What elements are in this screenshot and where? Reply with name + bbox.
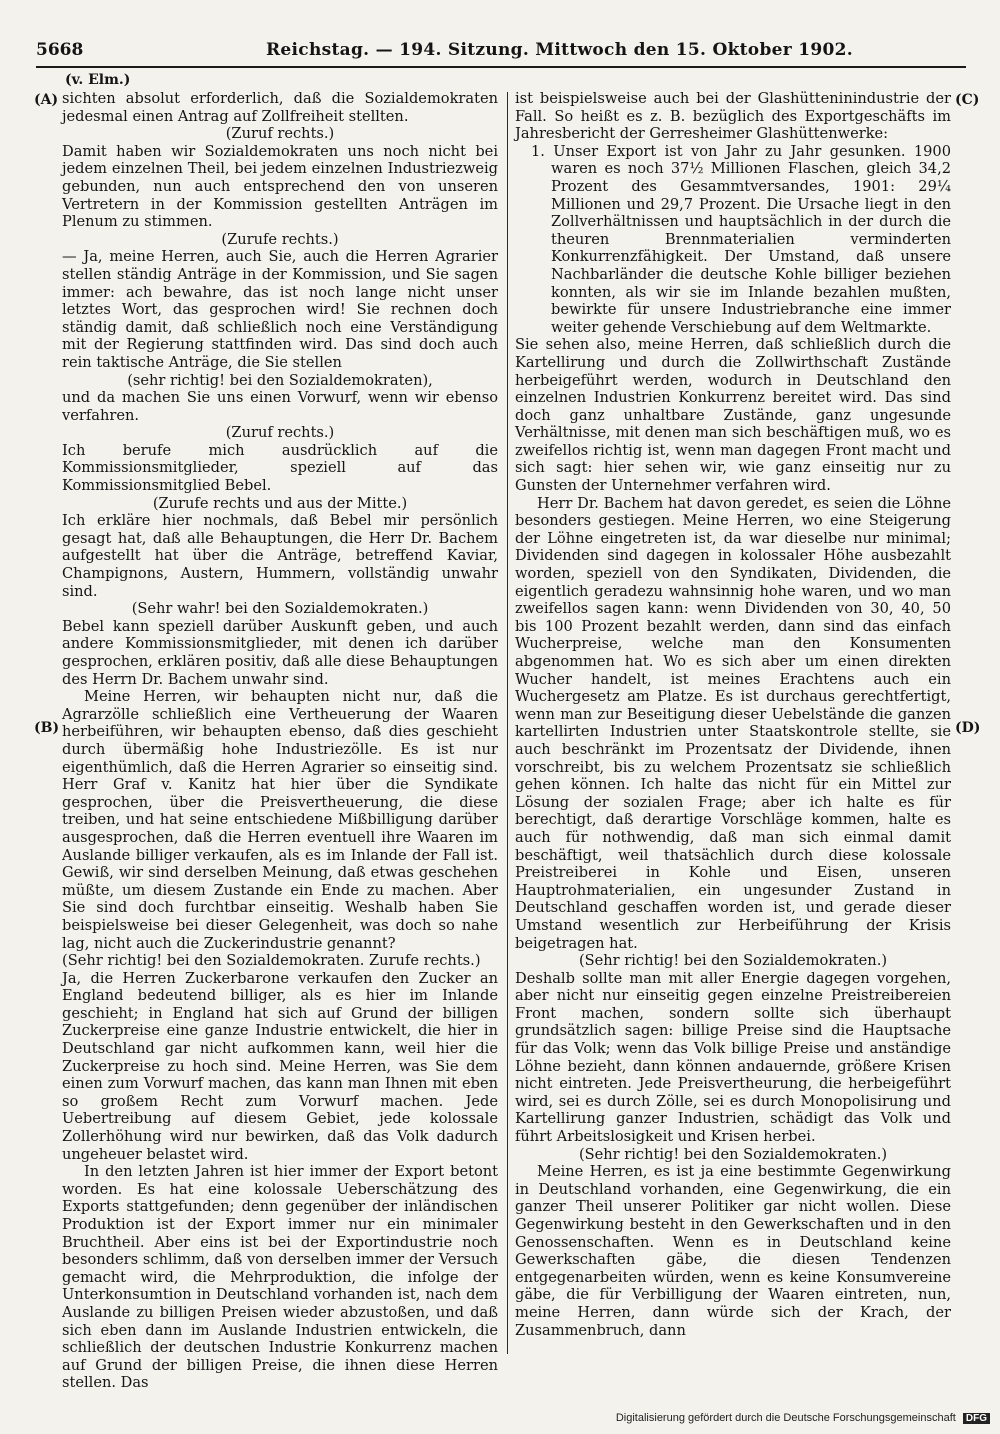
paragraph: Meine Herren, es ist ja eine bestimmte Gegenwirkung in Deutschland vorhanden, eine Gegenwirkung, die ein ganzer Theil unserer Politiker gar nicht wollen. Diese Gegenwirkung besteht in den Gewerkschaften und in den Genossenschaften. Wenn es in Deutschland keine Gewerkschaften gäbe, die diesen Tendenzen entgegenarbeiten würden, wenn es keine Konsumvereine gäbe, die für Verbilligung der Waaren eintreten, nun, meine Herren, dann würde sich der Krach, der Zusammenbruch, dann (515, 1163, 951, 1339)
margin-mark-b: (B) (34, 720, 60, 736)
paragraph: Herr Dr. Bachem hat davon geredet, es seien die Löhne besonders gestiegen. Meine Herren, wo eine Steigerung der Löhne eingetreten ist, da war dieselbe nur minimal; Dividenden sind dagegen in kolossaler Höhe ausbezahlt worden, speziell von den Syndikaten, Dividenden, die eigentlich geradezu wahnsinnig hohe waren, und wo man zweifellos sagen kann: wenn Dividenden von 30, 40, 50 bis 100 Prozent bezahlt werden, dann sind das einfach Wucherpreise, welche man den Konsumenten abgenommen hat. Wo es sich aber um einen direkten Wucher handelt, ist meines Erachtens auch ein Wuchergesetz am Platze. Es ist durchaus gerechtfertigt, wenn man zur Beseitigung dieser Uebelstände die ganzen kartellirten Industrien unter Staatskontrole stellte, sie auch beschränkt im Prozentsatz der Dividende, ihnen vorschreibt, bis zu welchem Prozentsatz sie schließlich gehen können. Ich halte das nicht für ein Mittel zur Lösung der sozialen Frage; aber ich halte es für berechtigt, daß derartige Vorschläge kommen, halte es auch für nothwendig, daß man sich einmal damit beschäftigt, weil thatsächlich durch diese kolossale Preistreiberei in Kohle und Eisen, unseren Hauptrohmaterialien, ein ungesunder Zustand in Deutschland geschaffen worden ist, und gerade dieser Umstand wesentlich zur Herbeiführung der Krisis beigetragen hat. (515, 494, 951, 952)
page-header (36, 38, 966, 68)
interjection: (Sehr richtig! bei den Sozialdemokraten.) (578, 952, 888, 970)
paragraph: Ich berufe mich ausdrücklich auf die Kommissionsmitglieder, speziell auf das Kommissionsmitglied Bebel. (62, 441, 498, 495)
paragraph: Ich erkläre hier nochmals, daß Bebel mir persönlich gesagt hat, daß alle Behauptungen, die Herr Dr. Bachem aufgestellt hat über die Anträge, betreffend Kaviar, Champignons, Austern, Hummern, vollständig unwahr sind. (62, 512, 498, 600)
paragraph: sichten absolut erforderlich, daß die Sozialdemokraten jedesmal einen Antrag auf Zollfreiheit stellten. (62, 90, 498, 125)
interjection: (Sehr wahr! bei den Sozialdemokraten.) (131, 600, 429, 618)
interjection: (Zuruf rechts.) (225, 424, 335, 442)
margin-mark-a: (A) (34, 92, 59, 108)
paragraph: und da machen Sie uns einen Vorwurf, wenn wir ebenso verfahren. (62, 389, 498, 424)
paragraph: Deshalb sollte man mit aller Energie dagegen vorgehen, aber nicht nur einseitig gegen einzelne Preistreibereien Front machen, sondern sollte sich überhaupt grundsätzlich sagen: billige Preise sind die Hauptsache für das Volk; wenn das Volk billige Preise und anständige Löhne bezieht, dann können andauernde, größere Krisen nicht eintreten. Jede Preisvertheurung, die herbeigeführt wird, sei es durch Zölle, sei es durch Monopolisirung und Kartellirung ganzer Industrien, schädigt das Volk und führt Arbeitslosigkeit und Krisen herbei. (515, 969, 951, 1146)
interjection: (Zurufe rechts.) (221, 230, 339, 248)
speaker-label: (v. Elm.) (65, 72, 131, 88)
column-divider (507, 92, 508, 1354)
interjection: (Zurufe rechts und aus der Mitte.) (152, 494, 408, 512)
footer-credit: Digitalisierung gefördert durch die Deutsche Forschungsgemeinschaft (615, 1412, 956, 1424)
page-footer (590, 1412, 990, 1424)
paragraph: In den letzten Jahren ist hier immer der Export betont worden. Es hat eine kolossale Ueberschätzung des Exports stattgefunden; denn gegenüber der inländischen Produktion ist der Export immer nur ein minimaler Bruchtheil. Aber eins ist bei der Exportindustrie noch besonders schlimm, daß von derselben immer der Versuch gemacht wird, die Mehrproduktion, die infolge der Unterkonsumtion in Deutschland vorhanden ist, nach dem Auslande zu billigen Preisen wieder abzustoßen, und daß sich eben dann im Auslande Industrien entwickeln, die schließlich der deutschen Industrie Konkurrenz machen auf Grund der billigen Preise, die ihnen diese Herren stellen. Das (62, 1163, 498, 1392)
interjection: (sehr richtig! bei den Sozialdemokraten), (127, 371, 433, 389)
interjection: (Sehr richtig! bei den Sozialdemokraten.) (578, 1145, 888, 1163)
interjection: (Zuruf rechts.) (225, 125, 335, 143)
right-column-top-spacer (515, 70, 951, 90)
right-column-text (515, 90, 951, 1339)
paragraph: (Sehr richtig! bei den Sozialdemokraten. Zurufe rechts.) (62, 952, 481, 970)
paragraph: Ja, die Herren Zuckerbarone verkaufen den Zucker an England bedeutend billiger, als es hier im Inlande geschieht; in England hat sich auf Grund der billigen Zuckerpreise eine ganze Industrie entwickelt, die hier in Deutschland gar nicht aufkommen kann, weil hier die Zuckerpreise zu hoch sind. Meine Herren, was Sie dem einen zum Vorwurf machen, das kann man Ihnen mit eben so großem Recht zum Vorwurf machen. Jede Uebertreibung auf diesem Gebiet, jede kolossale Zollerhöhung wird nur bewirken, daß das Volk dadurch ungeheuer belastet wird. (62, 969, 498, 1163)
paragraph: Bebel kann speziell darüber Auskunft geben, und auch andere Kommissionsmitglieder, mit denen ich darüber gesprochen, erklären positiv, daß alle diese Behauptungen des Herrn Dr. Bachem unwahr sind. (62, 617, 498, 688)
margin-mark-c: (C) (955, 92, 980, 108)
paragraph: Meine Herren, wir behaupten nicht nur, daß die Agrarzölle schließlich eine Vertheuerung der Waaren herbeiführen, wir behaupten ebenso, daß dies geschieht durch übermäßig hohe Industriezölle. Es ist nur eigenthümlich, daß die Herren Agrarier so einseitig sind. Herr Graf v. Kanitz hat hier über die Syndikate gesprochen, über die Preisvertheuerung, die diese treiben, und hat seine entschiedene Mißbilligung darüber ausgesprochen, daß die Herren eventuell ihre Waaren im Auslande billiger verkaufen, als es im Inlande der Fall ist. Gewiß, wir sind derselben Meinung, daß etwas geschehen müßte, um diesem Zustande ein Ende zu machen. Aber Sie sind doch furchtbar einseitig. Weshalb haben Sie beispielsweise bei dieser Gelegenheit, was doch so nahe lag, nicht auch die Zuckerindustrie genannt? (62, 688, 498, 952)
margin-mark-d: (D) (955, 720, 981, 736)
dfg-logo: DFG (963, 1413, 990, 1424)
running-title: Reichstag. — 194. Sitzung. Mittwoch den 15. Oktober 1902. (266, 40, 853, 60)
left-column (62, 70, 498, 1392)
paragraph: Sie sehen also, meine Herren, daß schließlich durch die Kartellirung und durch die Zollwirthschaft Zustände herbeigeführt werden, wodurch in Deutschland den einzelnen Industrien Konkurrenz bereitet wird. Das sind doch ganz unhaltbare Zustände, ganz ungesunde Verhältnisse, mit denen man sich beschäftigen muß, wo es zweifellos richtig ist, wenn man dagegen Front macht und sich sagt: hier sehen wir, wie ganz einseitig nur zu Gunsten der Unternehmer verfahren wird. (515, 336, 951, 495)
quoted-list-item: 1. Unser Export ist von Jahr zu Jahr gesunken. 1900 waren es noch 37½ Millionen Flaschen, gleich 34,2 Prozent des Gesammtversandes, 1901: 29¼ Millionen und 29,7 Prozent. Die Ursache liegt in den Zollverhältnissen und hauptsächlich in der durch die theuren Brennmaterialien verminderten Konkurrenzfähigkeit. Der Umstand, daß unsere Nachbarländer die deutsche Kohle billiger beziehen konnten, als wir sie im Inlande bezahlen mußten, bewirkte für unsere Industriebranche eine immer weiter gehende Verschiebung auf dem Weltmarkte. (531, 142, 951, 336)
left-column-text (62, 90, 498, 1392)
paragraph: Damit haben wir Sozialdemokraten uns noch nicht bei jedem einzelnen Theil, bei jedem einzelnen Industriezweig gebunden, nun auch entsprechend den von unseren Vertretern in der Kommission gestellten Anträgen im Plenum zu stimmen. (62, 142, 498, 231)
right-column (515, 70, 951, 1339)
paragraph: — Ja, meine Herren, auch Sie, auch die Herren Agrarier stellen ständig Anträge in der Kommission, und Sie sagen immer: ach bewahre, das ist noch lange nicht unser letztes Wort, das gesprochen wird! Sie rechnen doch ständig damit, daß schließlich noch eine Verständigung mit der Regierung stattfinden wird. Das sind doch auch rein taktische Anträge, die Sie stellen (62, 248, 498, 371)
paragraph: ist beispielsweise auch bei der Glashütteninindustrie der Fall. So heißt es z. B. bezüglich des Exportgeschäfts im Jahresbericht der Gerresheimer Glashüttenwerke: (515, 90, 951, 143)
page-number: 5668 (36, 40, 84, 60)
